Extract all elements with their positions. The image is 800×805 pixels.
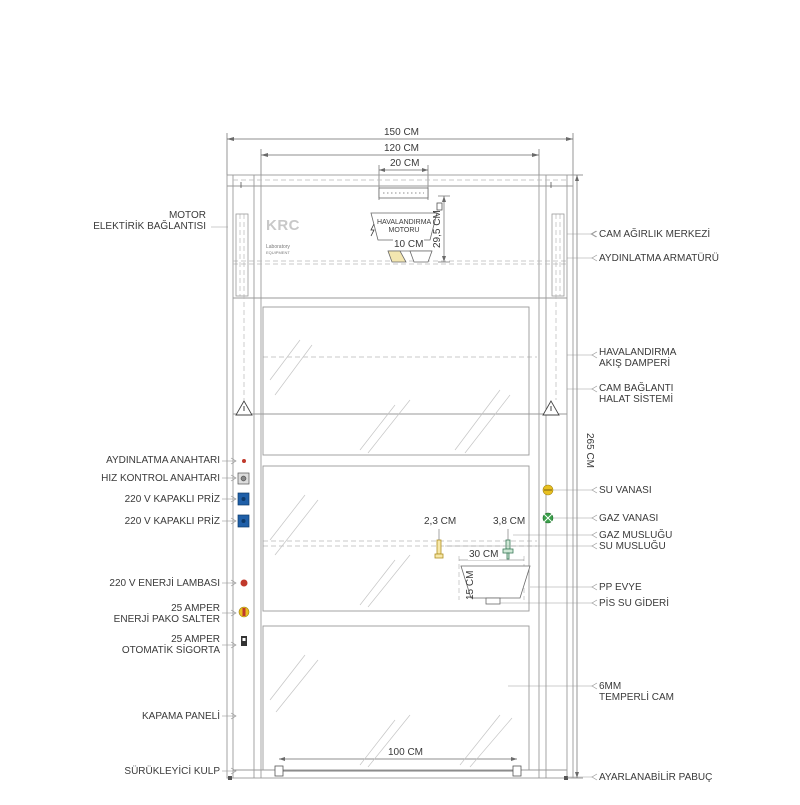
label-motor-connection-line-2: ELEKTİRİK BAĞLANTISI — [93, 221, 206, 232]
logo-text: KRC — [266, 217, 300, 234]
motor-label-line-2: MOTORU — [388, 227, 420, 234]
label-damper-line-2: AKIŞ DAMPERİ — [599, 358, 671, 369]
label-socket-1: 220 V KAPAKLI PRİZ — [124, 494, 220, 505]
gas-tap — [503, 540, 513, 559]
label-breaker — [122, 634, 220, 656]
leader-arrow-8 — [592, 584, 597, 590]
dim-inner-width: 120 CM — [384, 143, 420, 154]
label-pako-switch — [114, 603, 220, 625]
warning-triangle-icon — [236, 401, 559, 415]
label-damper-line-1: HAVALANDIRMA — [599, 347, 677, 358]
label-rope-system-line-2: HALAT SİSTEMİ — [599, 394, 674, 405]
dim-tap-a: 2,3 CM — [424, 516, 457, 527]
sash-handle — [275, 766, 521, 776]
dim-sash-width: 100 CM — [388, 747, 424, 758]
leader-lines-right — [445, 234, 592, 777]
label-tempered-glass-line-2: TEMPERLİ CAM — [599, 692, 675, 703]
fan-icon — [371, 224, 374, 236]
label-pp-sink: PP EVYE — [599, 582, 642, 593]
dim-tap-b: 3,8 CM — [493, 516, 526, 527]
label-closing-panel: KAPAMA PANELİ — [142, 711, 220, 722]
label-water-tap: SU MUSLUĞU — [599, 541, 666, 552]
lamp-icon — [241, 580, 248, 587]
label-damper — [599, 347, 676, 369]
leader-arrow-11 — [592, 774, 597, 780]
leader-arrow-10 — [592, 683, 597, 689]
label-pako-switch-line-1: 25 AMPER — [171, 603, 220, 614]
label-tempered-glass-line-1: 6MM — [599, 681, 622, 692]
water-valve-icon — [543, 485, 553, 495]
label-water-valve: SU VANASI — [599, 485, 652, 496]
label-light-fixture: AYDINLATMA ARMATÜRÜ — [599, 253, 720, 264]
label-power-lamp: 220 V ENERJİ LAMBASI — [109, 578, 220, 589]
label-glass-center: CAM AĞIRLIK MERKEZİ — [599, 229, 711, 240]
krc-logo — [266, 218, 302, 260]
label-rope-system — [599, 383, 673, 405]
leader-arrow-7 — [592, 543, 597, 549]
label-drain: PİS SU GİDERİ — [599, 598, 670, 609]
leader-arrow-1 — [592, 255, 597, 261]
label-breaker-line-1: 25 AMPER — [171, 634, 220, 645]
label-breaker-line-2: OTOMATİK SİGORTA — [121, 645, 220, 656]
label-socket-2: 220 V KAPAKLI PRİZ — [124, 516, 220, 527]
light-switch — [242, 459, 246, 463]
label-gas-valve: GAZ VANASI — [599, 513, 659, 524]
logo-sub-2: EQUIPMENT — [266, 250, 290, 255]
label-pako-switch-line-2: ENERJİ PAKO SALTER — [113, 614, 220, 625]
leader-arrow-2 — [592, 352, 597, 358]
logo-sub-1: Laboratory — [266, 244, 290, 250]
leader-arrow-3 — [592, 386, 597, 392]
glass-panels — [263, 307, 529, 770]
motor-label — [377, 219, 431, 235]
label-drag-handle: SÜRÜKLEYİCİ KULP — [124, 766, 220, 777]
dim-light-width: 10 CM — [394, 239, 424, 250]
leader-arrow-5 — [592, 515, 597, 521]
light-fixture — [388, 251, 406, 262]
label-motor-connection — [93, 210, 206, 232]
label-light-switch: AYDINLATMA ANAHTARI — [106, 455, 220, 466]
gas-valve-icon — [543, 513, 553, 523]
leader-arrow-4 — [592, 487, 597, 493]
drain — [486, 598, 500, 604]
leader-arrow-6 — [592, 532, 597, 538]
dim-total-height: 265 CM — [584, 433, 595, 469]
label-gas-tap: GAZ MUSLUĞU — [599, 530, 673, 541]
label-adjustable-foot: AYARLANABİLİR PABUÇ — [599, 772, 713, 783]
dim-motor-height: 29,5 CM — [432, 210, 443, 248]
water-tap — [435, 540, 443, 558]
label-speed-switch: HIZ KONTROL ANAHTARI — [101, 473, 220, 484]
cabinet-frame — [227, 175, 573, 778]
motor-label-line-1: HAVALANDIRMA — [377, 219, 432, 226]
label-motor-connection-line-1: MOTOR — [168, 210, 206, 221]
dim-motor-width: 20 CM — [390, 158, 420, 169]
dim-sink-width: 30 CM — [469, 549, 499, 560]
dim-total-width: 150 CM — [384, 127, 420, 138]
label-rope-system-line-1: CAM BAĞLANTI — [599, 383, 674, 394]
label-tempered-glass — [599, 681, 674, 703]
leader-arrow-9 — [592, 600, 597, 606]
dim-sink-depth: 15 CM — [465, 570, 476, 600]
